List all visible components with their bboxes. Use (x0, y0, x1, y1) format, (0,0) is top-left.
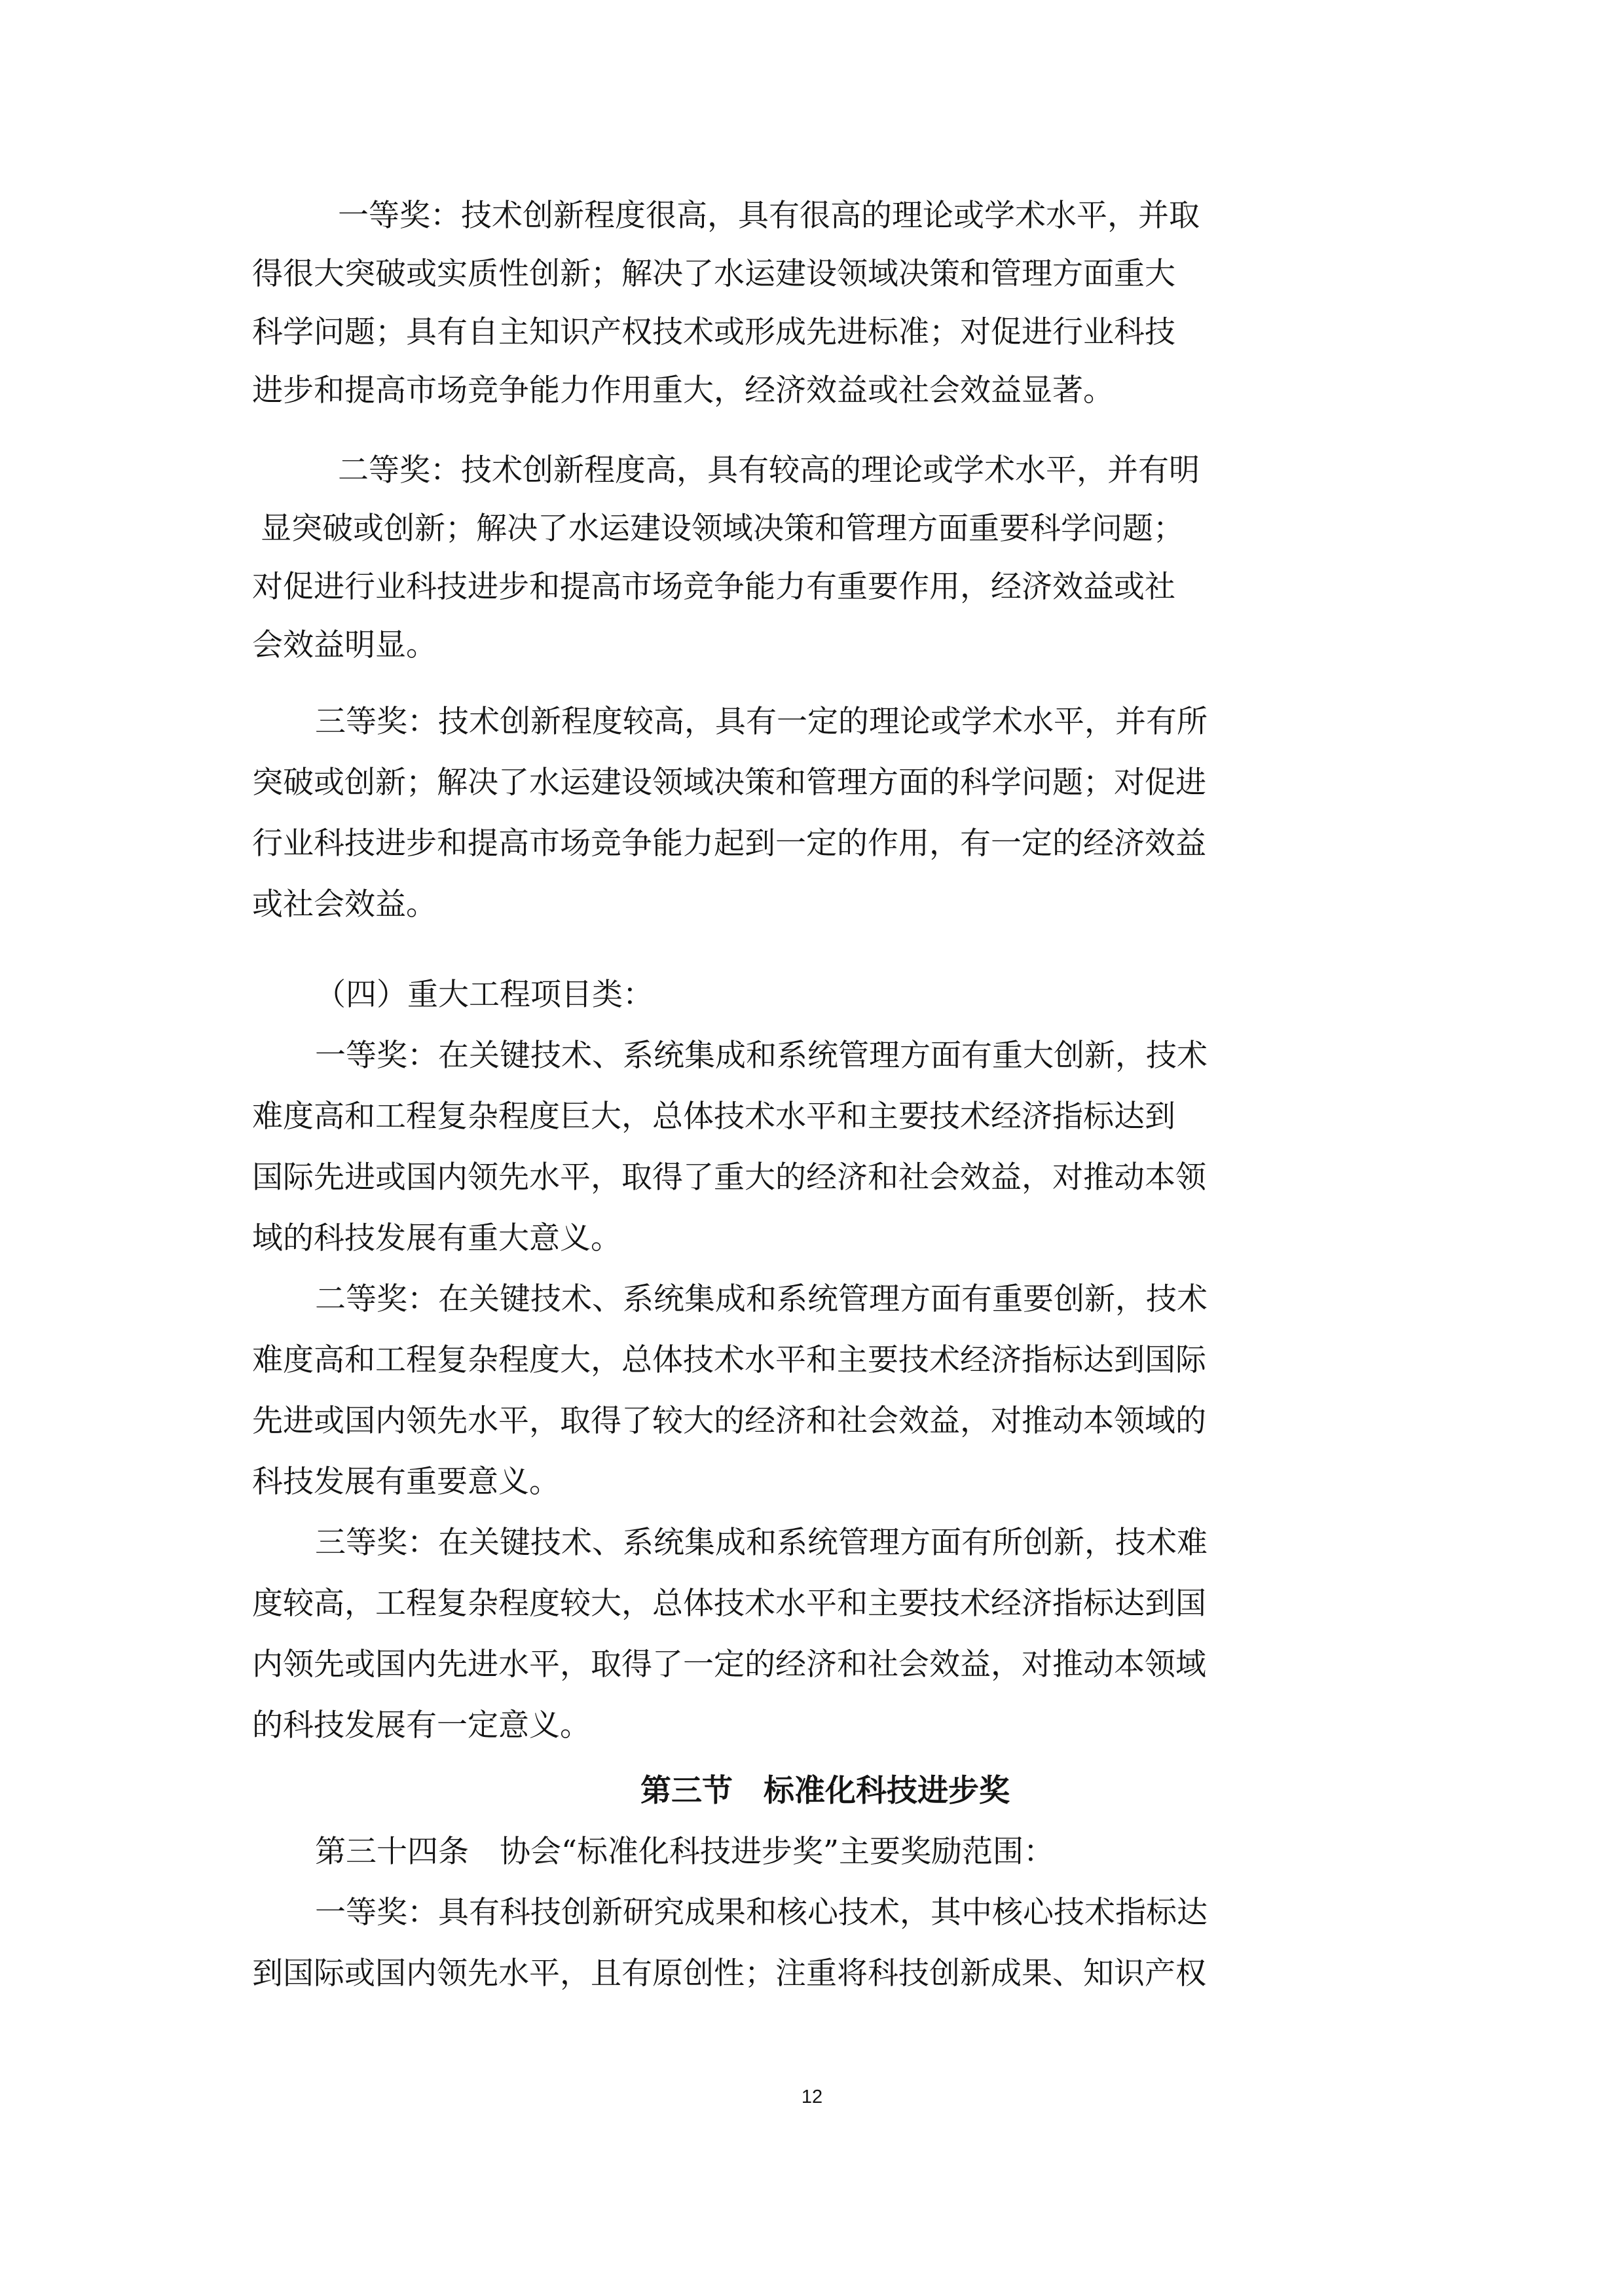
text-line: 难度高和工程复杂程度大，总体技术水平和主要技术经济指标达到国际 (252, 1342, 1206, 1378)
text-line: 一等奖：在关键技术、系统集成和系统管理方面有重大创新，技术 (315, 1038, 1208, 1074)
text-line: 突破或创新；解决了水运建设领域决策和管理方面的科学问题；对促进 (252, 765, 1206, 801)
text-line: 科学问题；具有自主知识产权技术或形成先进标准；对促进行业科技 (252, 314, 1175, 350)
text-line: 科技发展有重要意义。 (252, 1464, 560, 1500)
section-heading: （四）重大工程项目类： (315, 977, 654, 1013)
text-line: 到国际或国内领先水平，且有原创性；注重将科技创新成果、知识产权 (252, 1956, 1206, 1992)
text-line: 的科技发展有一定意义。 (252, 1707, 591, 1743)
text-line: 难度高和工程复杂程度巨大，总体技术水平和主要技术经济指标达到 (252, 1099, 1175, 1135)
text-line: 对促进行业科技进步和提高市场竞争能力有重要作用，经济效益或社 (252, 569, 1175, 605)
text-line: 国际先进或国内领先水平，取得了重大的经济和社会效益，对推动本领 (252, 1159, 1206, 1195)
text-line: 度较高，工程复杂程度较大，总体技术水平和主要技术经济指标达到国 (252, 1586, 1206, 1622)
text-line: 一等奖：技术创新程度很高，具有很高的理论或学术水平，并取 (338, 198, 1200, 234)
text-line: 域的科技发展有重大意义。 (252, 1220, 621, 1256)
text-line: 得很大突破或实质性创新；解决了水运建设领域决策和管理方面重大 (252, 256, 1175, 292)
text-line: 行业科技进步和提高市场竞争能力起到一定的作用，有一定的经济效益 (252, 826, 1206, 862)
text-line: 二等奖：技术创新程度高，具有较高的理论或学术水平，并有明 (338, 452, 1200, 488)
text-line: 或社会效益。 (252, 886, 437, 922)
text-line: 三等奖：技术创新程度较高，具有一定的理论或学术水平，并有所 (315, 704, 1208, 740)
article-line: 第三十四条 协会“标准化科技进步奖”主要奖励范围： (315, 1834, 1055, 1870)
text-line: 进步和提高市场竞争能力作用重大，经济效益或社会效益显著。 (252, 373, 1114, 409)
text-line: 先进或国内领先水平，取得了较大的经济和社会效益，对推动本领域的 (252, 1403, 1206, 1439)
section-title: 第三节 标准化科技进步奖 (640, 1773, 1010, 1809)
text-line: 内领先或国内先进水平，取得了一定的经济和社会效益，对推动本领域 (252, 1647, 1206, 1683)
text-line: 二等奖：在关键技术、系统集成和系统管理方面有重要创新，技术 (315, 1281, 1208, 1317)
text-line: 一等奖：具有科技创新研究成果和核心技术，其中核心技术指标达 (315, 1895, 1208, 1931)
text-line: 三等奖：在关键技术、系统集成和系统管理方面有所创新，技术难 (315, 1525, 1208, 1561)
text-line: 显突破或创新；解决了水运建设领域决策和管理方面重要科学问题； (261, 511, 1184, 547)
text-line: 会效益明显。 (252, 627, 437, 663)
page-number: 12 (801, 2086, 823, 2107)
